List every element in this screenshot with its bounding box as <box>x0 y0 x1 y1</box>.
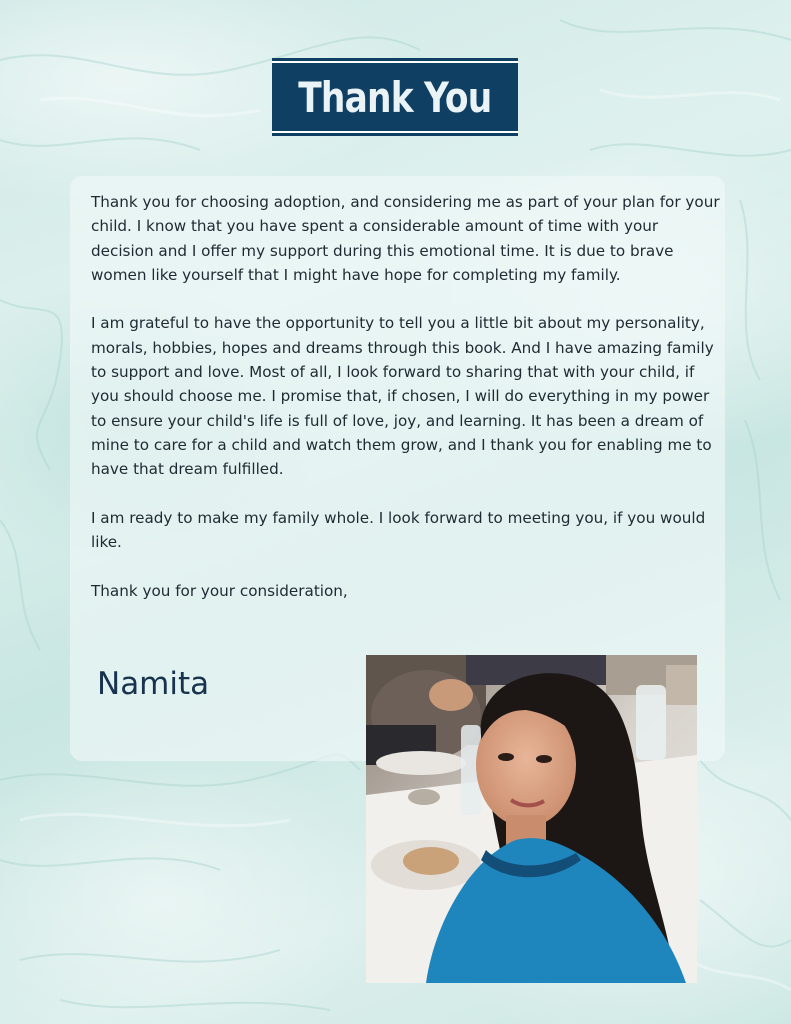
letter-closing: Thank you for your consideration, <box>91 581 348 600</box>
letter-paragraph-3: I am ready to make my family whole. I look forward to meeting you, if you would like. <box>91 508 706 552</box>
letter-paragraph-1: Thank you for choosing adoption, and considering me as part of your plan for your child. I know that you have spent a considerable amount of time with your decision and I offer my support during this emotional time. It is due to brave women like yourself that I might have hope for completing my family. <box>91 193 720 284</box>
signature: Namita <box>97 666 210 702</box>
title-banner <box>272 58 518 136</box>
letter-paragraph-2: I am grateful to have the opportunity to tell you a little bit about my personality, morals, hobbies, hopes and dreams through this book. And I have amazing family to support and love. Most of all, I look forward to sharing that with your child, if you should choose me. I promise that, if chosen, I will do everything in my power to ensure your child's life is full of love, joy, and learning. It has been a dream of mine to care for a child and watch them grow, and I thank you for enabling me to have that dream fulfilled. <box>91 314 714 479</box>
portrait-photo-icon <box>366 655 697 983</box>
page-title: Thank You <box>298 72 492 122</box>
letter-body <box>91 190 721 627</box>
